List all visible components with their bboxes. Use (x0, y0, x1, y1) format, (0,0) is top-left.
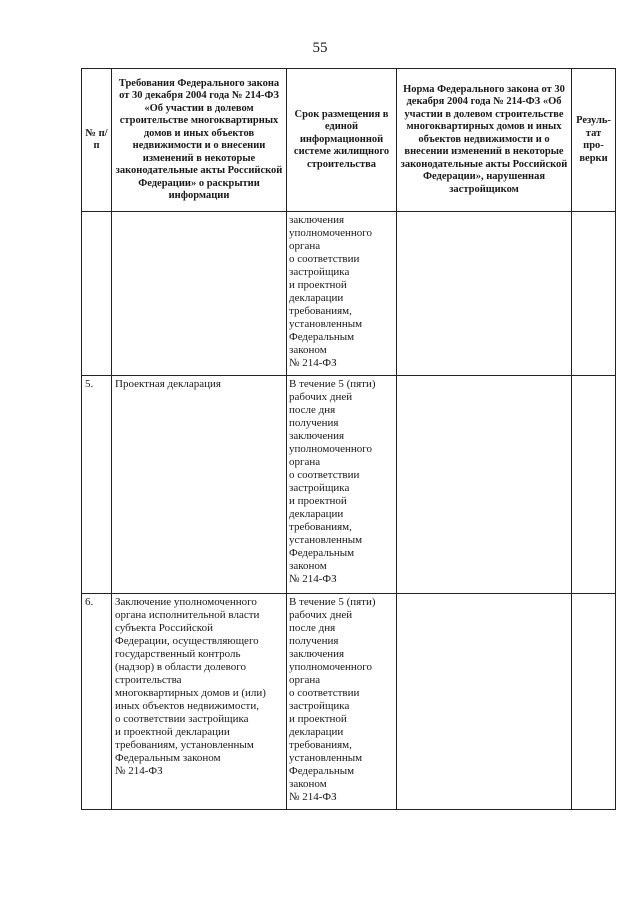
cell-line: законом (289, 560, 327, 572)
cell-line: требованиям, (289, 305, 352, 317)
cell-line: законом (289, 778, 327, 790)
table-header-row (82, 69, 616, 212)
cell-line: установленным (289, 318, 363, 330)
cell-line: застройщика (289, 482, 350, 494)
cell-line: рабочих дней (289, 391, 353, 403)
cell-line: декларации (289, 726, 344, 738)
row-requirement (112, 594, 287, 810)
row-term (287, 212, 397, 376)
cell-line: о соответствии (289, 687, 360, 699)
cell-line: заключения (289, 214, 345, 226)
cell-line: и проектной декларации (115, 726, 230, 738)
cell-line: застройщика (289, 266, 350, 278)
row-requirement (112, 212, 287, 376)
cell-line: получения (289, 417, 339, 429)
row-result (572, 594, 616, 810)
cell-line: после дня (289, 622, 336, 634)
cell-line: органа (289, 674, 321, 686)
row-number (82, 212, 112, 376)
cell-line: застройщика (289, 700, 350, 712)
cell-line: Федеральным (289, 765, 355, 777)
cell-line: заключения (289, 430, 345, 442)
cell-line: многоквартирных домов и (или) (115, 687, 266, 699)
header-result: Резуль-тат про-верки (572, 69, 616, 212)
cell-line: о соответствии (289, 469, 360, 481)
cell-line: декларации (289, 292, 344, 304)
cell-line: требованиям, (289, 521, 352, 533)
disclosure-requirements-table (81, 68, 616, 810)
header-number: № п/п (82, 69, 112, 212)
cell-line: о соответствии (289, 253, 360, 265)
cell-line: уполномоченного (289, 227, 373, 239)
table-row (82, 594, 616, 810)
cell-line: строительства (115, 674, 182, 686)
row-requirement (112, 376, 287, 594)
cell-line: уполномоченного (289, 443, 373, 455)
cell-line: уполномоченного (289, 661, 373, 673)
row-number: 6. (82, 594, 112, 810)
cell-line: декларации (289, 508, 344, 520)
cell-line: установленным (289, 752, 363, 764)
row-term (287, 594, 397, 810)
header-requirements: Требования Федерального закона от 30 декабря 2004 года № 214-ФЗ «Об участии в долевом строительстве многоквартирных домов и иных объектов недвижимости и о внесении изменений в некоторые законодательные акты Российской Федерации» о раскрытии информации (112, 69, 287, 212)
row-violated-norm (397, 376, 572, 594)
header-violated-norm: Норма Федерального закона от 30 декабря 2004 года № 214-ФЗ «Об участии в долевом строительстве многоквартирных домов и иных объектов недвижимости и о внесении изменений в некоторые законодательные акты Российской Федерации», нарушенная застройщиком (397, 69, 572, 212)
header-term: Срок размещения в единой информационной системе жилищного строительства (287, 69, 397, 212)
cell-line: требованиям, установленным (115, 739, 254, 751)
page-number: 55 (312, 40, 328, 56)
cell-line: органа исполнительной власти (115, 609, 260, 621)
cell-line: и проектной (289, 279, 347, 291)
cell-line: получения (289, 635, 339, 647)
cell-line: законом (289, 344, 327, 356)
cell-line: иных объектов недвижимости, (115, 700, 259, 712)
cell-line: и проектной (289, 495, 347, 507)
cell-line: установленным (289, 534, 363, 546)
cell-line: В течение 5 (пяти) (289, 596, 376, 608)
cell-line: № 214-ФЗ (115, 765, 163, 777)
cell-line: № 214-ФЗ (289, 573, 337, 585)
cell-line: Заключение уполномоченного (115, 596, 257, 608)
cell-line: Федеральным (289, 547, 355, 559)
cell-line: Федеральным (289, 331, 355, 343)
row-result (572, 212, 616, 376)
cell-line: субъекта Российской (115, 622, 213, 634)
cell-line: и проектной (289, 713, 347, 725)
row-term (287, 376, 397, 594)
table-row (82, 376, 616, 594)
cell-line: требованиям, (289, 739, 352, 751)
row-number: 5. (82, 376, 112, 594)
cell-line: (надзор) в области долевого (115, 661, 247, 673)
table-row (82, 212, 616, 376)
row-result (572, 376, 616, 594)
cell-line: о соответствии застройщика (115, 713, 249, 725)
cell-line: заключения (289, 648, 345, 660)
cell-line: № 214-ФЗ (289, 791, 337, 803)
cell-line: № 214-ФЗ (289, 357, 337, 369)
cell-line: Федеральным законом (115, 752, 221, 764)
cell-line: после дня (289, 404, 336, 416)
row-violated-norm (397, 594, 572, 810)
cell-line: органа (289, 456, 321, 468)
row-violated-norm (397, 212, 572, 376)
cell-line: государственный контроль (115, 648, 241, 660)
cell-line: В течение 5 (пяти) (289, 378, 376, 390)
cell-line: Проектная декларация (115, 378, 221, 390)
cell-line: Федерации, осуществляющего (115, 635, 259, 647)
cell-line: органа (289, 240, 321, 252)
cell-line: рабочих дней (289, 609, 353, 621)
